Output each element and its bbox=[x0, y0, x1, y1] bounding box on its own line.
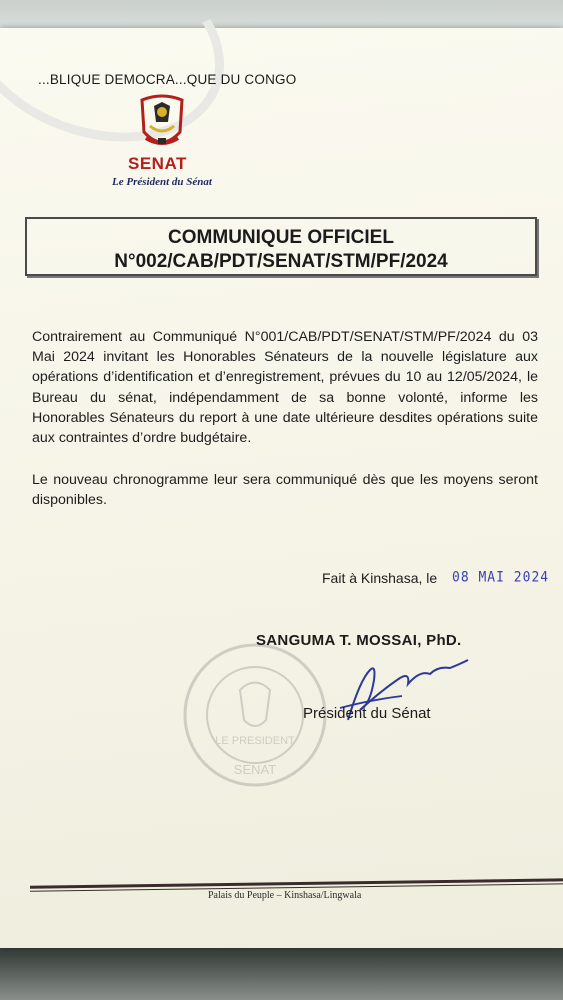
country-heading: ...BLIQUE DEMOCRA...QUE DU CONGO bbox=[38, 72, 297, 87]
signer-title: Président du Sénat bbox=[303, 705, 431, 722]
title-box bbox=[25, 217, 537, 276]
cable-overlay bbox=[0, 0, 252, 176]
document-reference: N°002/CAB/PDT/SENAT/STM/PF/2024 bbox=[114, 251, 448, 272]
date-stamp: 08 MAI 2024 bbox=[452, 569, 550, 586]
seal-text-bottom: SENAT bbox=[233, 762, 277, 777]
body-paragraph-1: Contrairement au Communiqué N°001/CAB/PDT/SENAT/STM/PF/2024 du 03 Mai 2024 invitant les Honorables Sénateurs de la nouvelle législature aux opérations d’identification et d’enregistrement, prévues du 10 au 12/05/2024, le Bureau du sénat, indépendamment de sa bonne volonté, informe les Honorables Sénateurs du report à une date ultérieure desdites opérations suite aux contraintes d’ordre budgétaire. bbox=[32, 329, 538, 447]
senat-wordmark: SENAT bbox=[128, 154, 187, 173]
place-line: Fait à Kinshasa, le bbox=[322, 570, 438, 586]
seal-text-top: LE PRESIDENT bbox=[215, 735, 295, 747]
communique-body bbox=[32, 327, 538, 533]
body-paragraph-2: Le nouveau chronogramme leur sera communiqué dès que les moyens seront disponibles. bbox=[32, 472, 538, 509]
office-subtitle: Le Président du Sénat bbox=[112, 176, 212, 188]
signer-name: SANGUMA T. MOSSAI, PhD. bbox=[256, 632, 462, 649]
coat-of-arms-emblem bbox=[132, 92, 192, 154]
footer-address: Palais du Peuple – Kinshasa/Lingwala bbox=[208, 890, 362, 901]
document-title: COMMUNIQUE OFFICIEL bbox=[168, 227, 394, 248]
